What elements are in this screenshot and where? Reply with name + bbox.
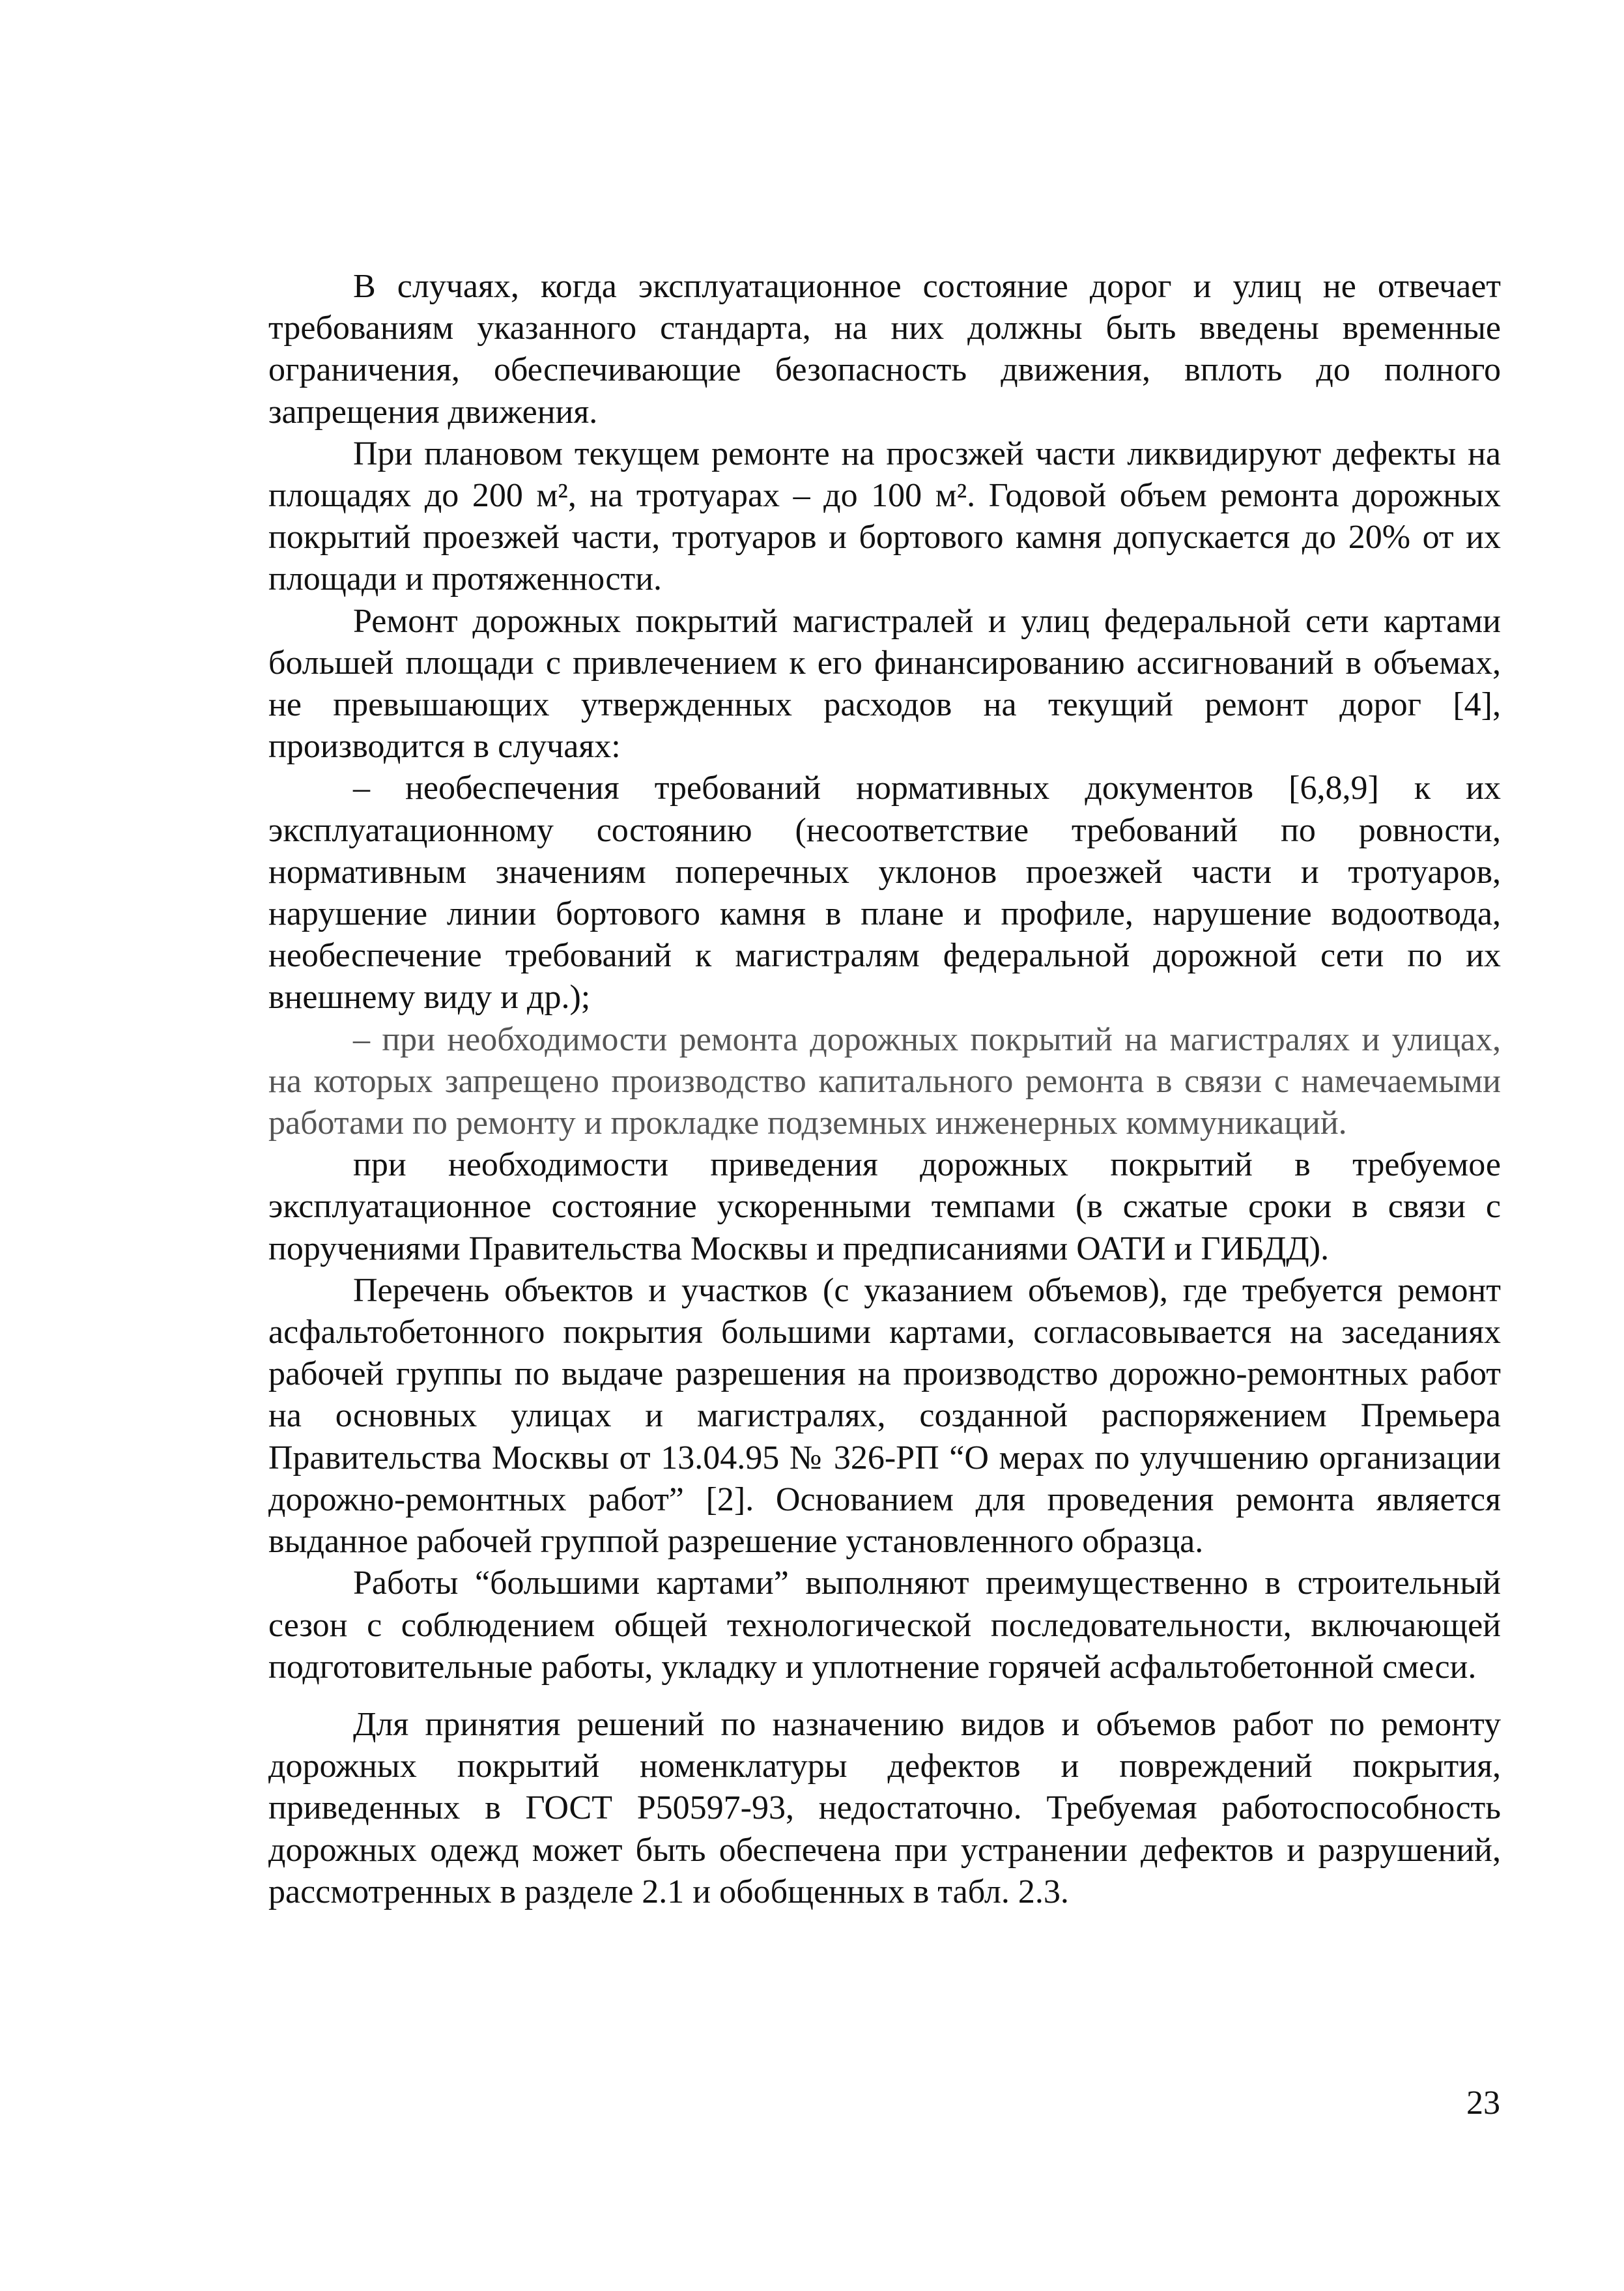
body-text [268, 266, 1501, 1913]
list-item-2: – при необходимости ремонта дорожных покрытий на магистралях и улицах, на которых запрещено производство капитального ремонта в связи с намечаемыми работами по ремонту и прокладке подземных инженерных коммуникаций. [268, 1020, 1501, 1142]
paragraph-4: Перечень объектов и участков (с указанием объемов), где требуется ремонт асфальтобетонного покрытия большими картами, согласовывается на заседаниях рабочей группы по выдаче разрешения на производство дорожно-ремонтных работ на основных улицах и магистралях, созданной распоряжением Премьера Правительства Москвы от 13.04.95 № 326-РП “О мерах по улучшению организации дорожно-ремонтных работ” [2]. Основанием для проведения ремонта является выданное рабочей группой разрешение установленного образца. [268, 1271, 1501, 1561]
list-item-3: при необходимости приведения дорожных покрытий в требуемое эксплуатационное состояние ускоренными темпами (в сжатые сроки в связи с поручениями Правительства Москвы и предписаниями ОАТИ и ГИБДД). [268, 1146, 1501, 1267]
list-item-1: – необеспечения требований нормативных документов [6,8,9] к их эксплуатационному состоянию (несоответствие требований по ровности, нормативным значениям поперечных уклонов проезжей части и тротуаров, нарушение линии бортового камня в плане и профиле, нарушение водоотвода, необеспечение требований к магистралям федеральной дорожной сети по их внешнему виду и др.); [268, 770, 1501, 1016]
paragraph-5: Работы “большими картами” выполняют преимущественно в строительный сезон с соблюдением общей технологической последовательности, включающей подготовительные работы, укладку и уплотнение горячей асфальтобетонной смеси. [268, 1564, 1501, 1686]
page-number: 23 [1466, 2084, 1500, 2122]
paragraph-1: В случаях, когда эксплуатационное состояние дорог и улиц не отвечает требованиям указанного стандарта, на них должны быть введены временные ограничения, обеспечивающие безопасность движения, вплоть до полного запрещения движения. [268, 268, 1501, 431]
paragraph-6: Для принятия решений по назначению видов и объемов работ по ремонту дорожных покрытий номенклатуры дефектов и повреждений покрытия, приведенных в ГОСТ Р50597-93, недостаточно. Требуемая работоспособность дорожных одежд может быть обеспечена при устранении дефектов и разрушений, рассмотренных в разделе 2.1 и обобщенных в табл. 2.3. [268, 1705, 1501, 1910]
paragraph-3: Ремонт дорожных покрытий магистралей и улиц федеральной сети картами большей площади с привлечением к его финансированию ассигнований в объемах, не превышающих утвержденных расходов на текущий ремонт дорог [4], производится в случаях: [268, 602, 1501, 766]
paragraph-2: При плановом текущем ремонте на просзжей части ликвидируют дефекты на площадях до 200 м², на тротуарах – до 100 м². Годовой объем ремонта дорожных покрытий проезжей части, тротуаров и бортового камня допускается до 20% от их площади и протяженности. [268, 435, 1501, 598]
